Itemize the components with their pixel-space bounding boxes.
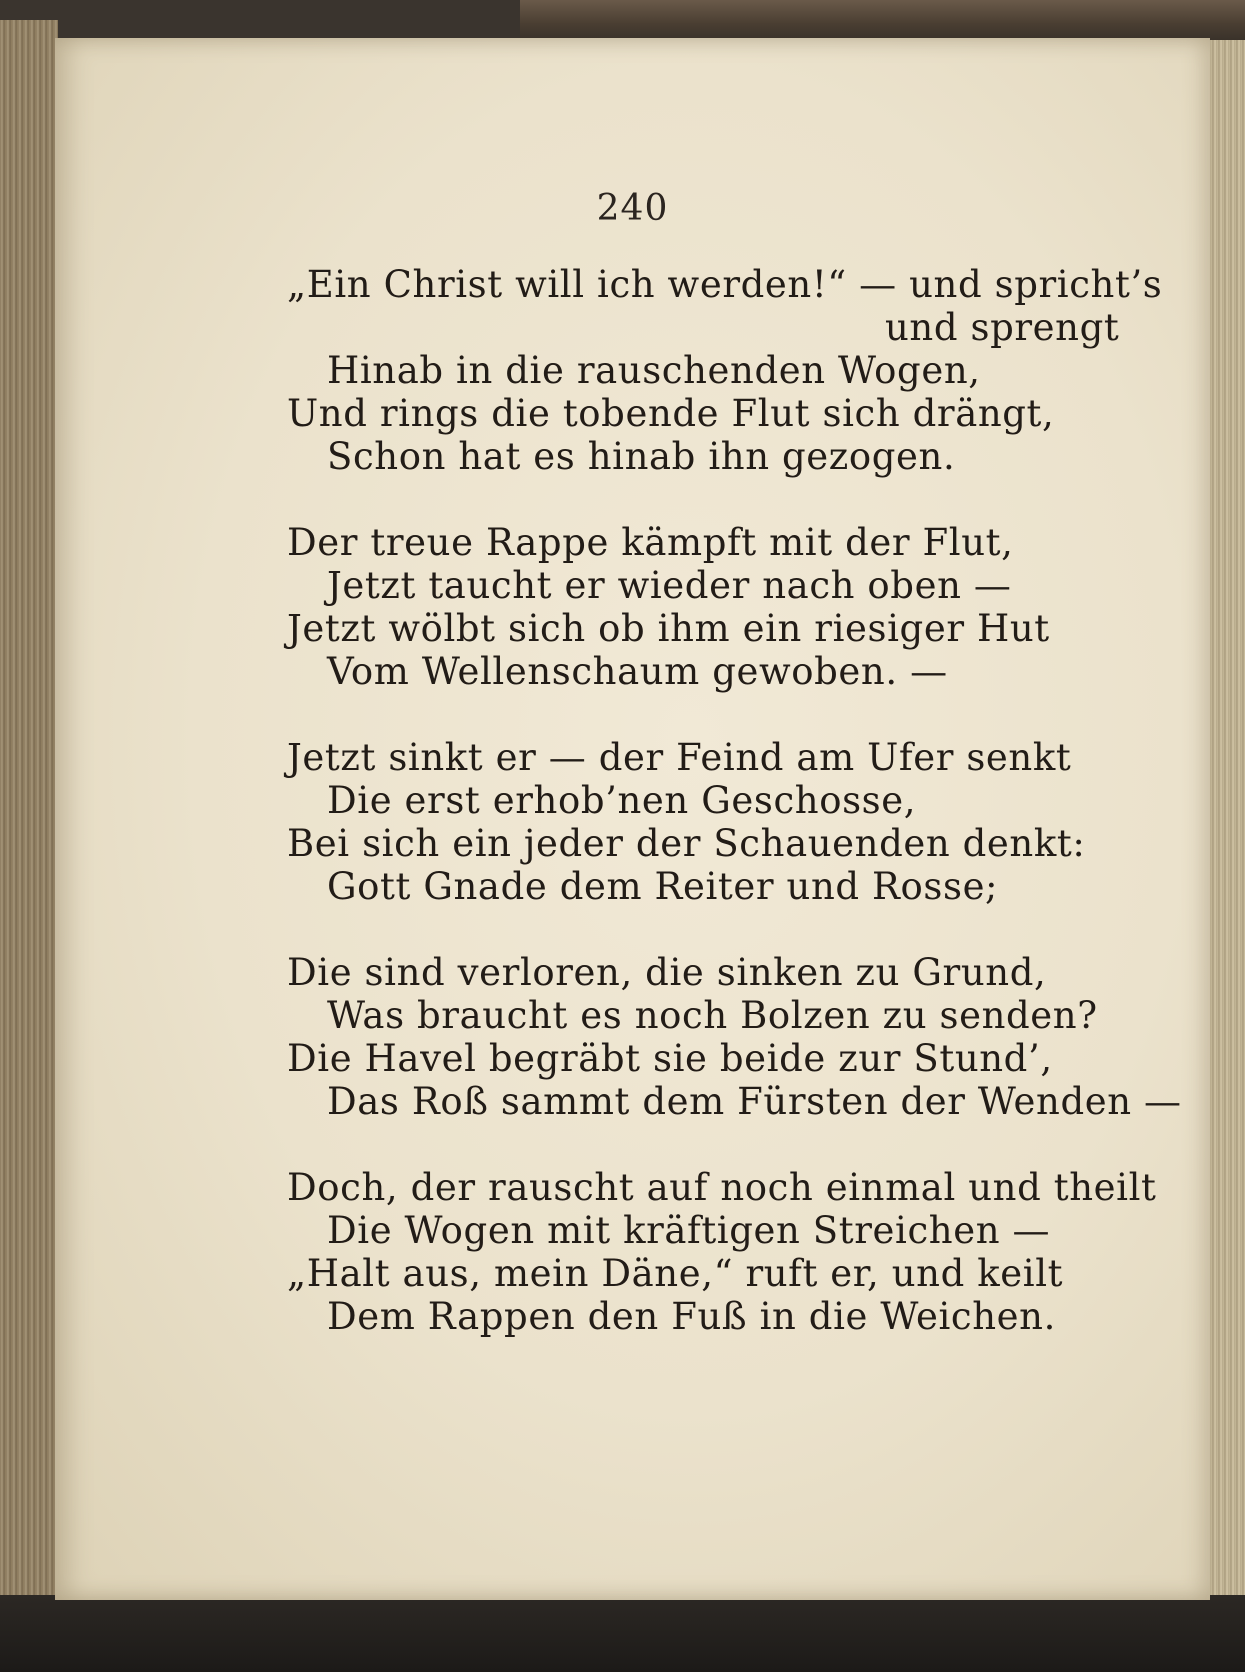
book-cover-bottom (0, 1595, 1245, 1672)
page-number: 240 (596, 188, 669, 229)
poem-line: Das Roß sammt dem Fürsten der Wenden — (327, 1080, 1182, 1123)
poem-line: Was braucht es noch Bolzen zu senden? (327, 994, 1098, 1037)
page-stack-right (1205, 40, 1245, 1600)
poem-line: Vom Wellenschaum gewoben. — (327, 650, 948, 693)
poem-line: Jetzt sinkt er — der Feind am Ufer senkt (287, 736, 1072, 779)
poem-line: Die Havel begräbt sie beide zur Stund’, (287, 1037, 1053, 1080)
poem-line: Die Wogen mit kräftigen Streichen — (327, 1209, 1051, 1252)
poem-line-continuation: und sprengt (885, 306, 1120, 349)
poem-line: Der treue Rappe kämpft mit der Flut, (287, 521, 1014, 564)
poem-line: Jetzt wölbt sich ob ihm ein riesiger Hut (287, 607, 1050, 650)
poem-line: Doch, der rauscht auf noch einmal und theilt (287, 1166, 1157, 1209)
poem-line: „Ein Christ will ich werden!“ — und spricht’s (287, 263, 1163, 306)
poem-line: Gott Gnade dem Reiter und Rosse; (327, 865, 999, 908)
poem-line: Bei sich ein jeder der Schauenden denkt: (287, 822, 1086, 865)
poem-line: Jetzt taucht er wieder nach oben — (327, 564, 1012, 607)
book-cover-top (520, 0, 1245, 40)
poem-line: Schon hat es hinab ihn gezogen. (327, 435, 956, 478)
poem-line: Und rings die tobende Flut sich drängt, (287, 392, 1055, 435)
page-stack-left (0, 20, 58, 1600)
poem-line: Die sind verloren, die sinken zu Grund, (287, 951, 1047, 994)
poem-line: Die erst erhob’nen Geschosse, (327, 779, 917, 822)
book-page (55, 38, 1210, 1600)
poem-text (55, 38, 1210, 1600)
poem-line: Dem Rappen den Fuß in die Weichen. (327, 1295, 1056, 1338)
poem-line: Hinab in die rauschenden Wogen, (327, 349, 981, 392)
poem-line: „Halt aus, mein Däne,“ ruft er, und keilt (287, 1252, 1064, 1295)
